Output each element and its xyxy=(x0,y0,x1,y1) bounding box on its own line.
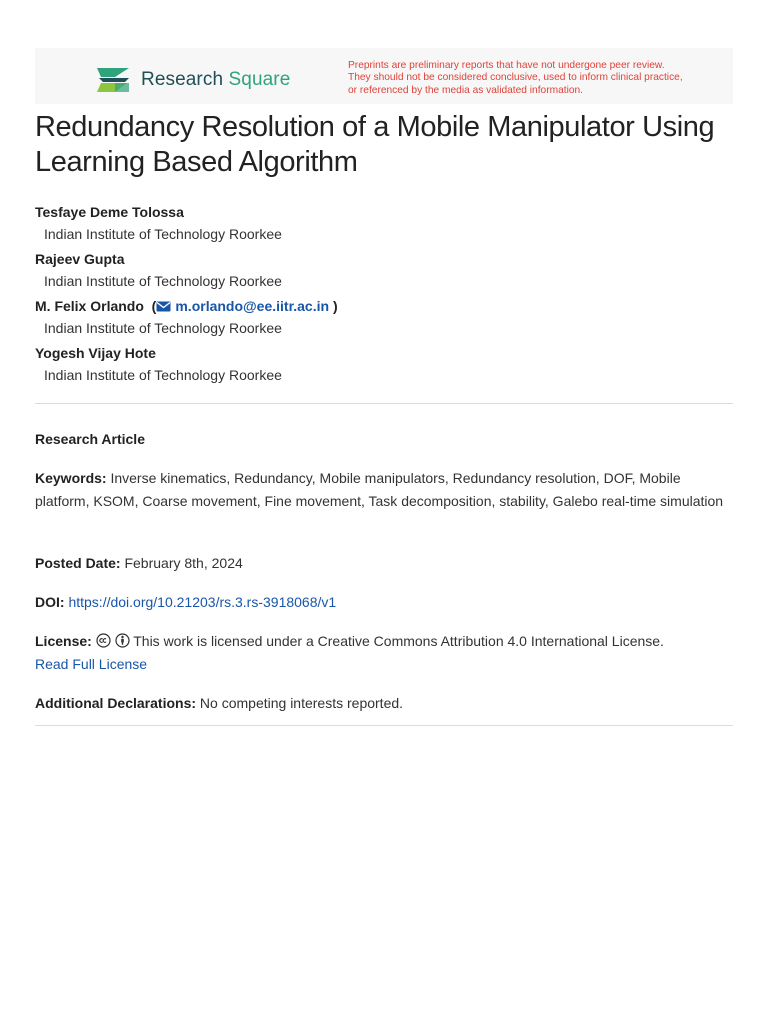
disclaimer-line: They should not be considered conclusive, used to inform clinical practice, xyxy=(348,72,683,84)
logo-text xyxy=(141,69,290,91)
author-name[interactable]: Tesfaye Deme Tolossa xyxy=(35,204,184,220)
article-type xyxy=(35,428,735,451)
declarations-value: No competing interests reported. xyxy=(199,695,404,711)
author-entry xyxy=(35,343,735,390)
disclaimer-line: or referenced by the media as validated information. xyxy=(348,84,584,96)
posted-date-label: Posted Date: xyxy=(35,555,121,571)
author-name[interactable]: Rajeev Gupta xyxy=(35,251,125,267)
doi-label: DOI: xyxy=(35,594,65,610)
author-email-link[interactable] xyxy=(156,298,329,314)
license-label: License: xyxy=(35,633,92,649)
doi-row xyxy=(35,591,735,614)
license-row xyxy=(35,630,735,676)
research-square-logo[interactable] xyxy=(95,65,290,95)
email-text: m.orlando@ee.iitr.ac.in xyxy=(175,298,330,314)
author-affiliation: Indian Institute of Technology Roorkee xyxy=(44,273,282,289)
doi-link[interactable]: https://doi.org/10.21203/rs.3.rs-3918068/v1 xyxy=(68,594,337,610)
author-list xyxy=(35,202,735,390)
keywords-label: Keywords: xyxy=(35,470,107,486)
author-name[interactable]: Yogesh Vijay Hote xyxy=(35,345,156,361)
author-entry xyxy=(35,202,735,249)
author-affiliation: Indian Institute of Technology Roorkee xyxy=(44,226,282,242)
author-affiliation: Indian Institute of Technology Roorkee xyxy=(44,320,282,336)
logo-word-research: Research xyxy=(141,69,224,90)
paper-title: Redundancy Resolution of a Mobile Manipulator Using Learning Based Algorithm xyxy=(35,111,715,178)
read-full-license-link[interactable]: Read Full License xyxy=(35,656,148,672)
author-name-with-email: M. Felix Orlando ( m.orlando@ee.iitr.ac.in ) xyxy=(35,298,338,314)
envelope-icon xyxy=(156,301,171,312)
posted-date-row xyxy=(35,552,735,575)
preprint-banner xyxy=(35,48,733,104)
attribution-icon xyxy=(115,633,130,648)
disclaimer-line: Preprints are preliminary reports that have not undergone peer review. xyxy=(348,60,665,71)
author-name[interactable]: M. Felix Orlando xyxy=(35,298,144,314)
keywords-value: Inverse kinematics, Redundancy, Mobile manipulators, Redundancy resolution, DOF, Mobile platform, KSOM, Coarse movement, Fine movement, Task decomposition, stability, Galebo real-time simulation xyxy=(35,470,724,509)
author-entry xyxy=(35,296,735,343)
declarations-label: Additional Declarations: xyxy=(35,695,197,711)
keywords-row xyxy=(35,467,735,513)
preprint-disclaimer xyxy=(348,60,728,97)
license-text: This work is licensed under a Creative Commons Attribution 4.0 International License. xyxy=(133,633,664,649)
creative-commons-icon xyxy=(96,633,111,648)
declarations-row xyxy=(35,692,735,715)
author-affiliation: Indian Institute of Technology Roorkee xyxy=(44,367,282,383)
article-type-label: Research Article xyxy=(35,431,145,447)
author-entry xyxy=(35,249,735,296)
section-divider xyxy=(35,403,733,404)
section-divider xyxy=(35,725,733,726)
logo-word-square: Square xyxy=(228,69,291,90)
posted-date-value: February 8th, 2024 xyxy=(124,555,243,571)
logo-icon xyxy=(95,65,133,95)
